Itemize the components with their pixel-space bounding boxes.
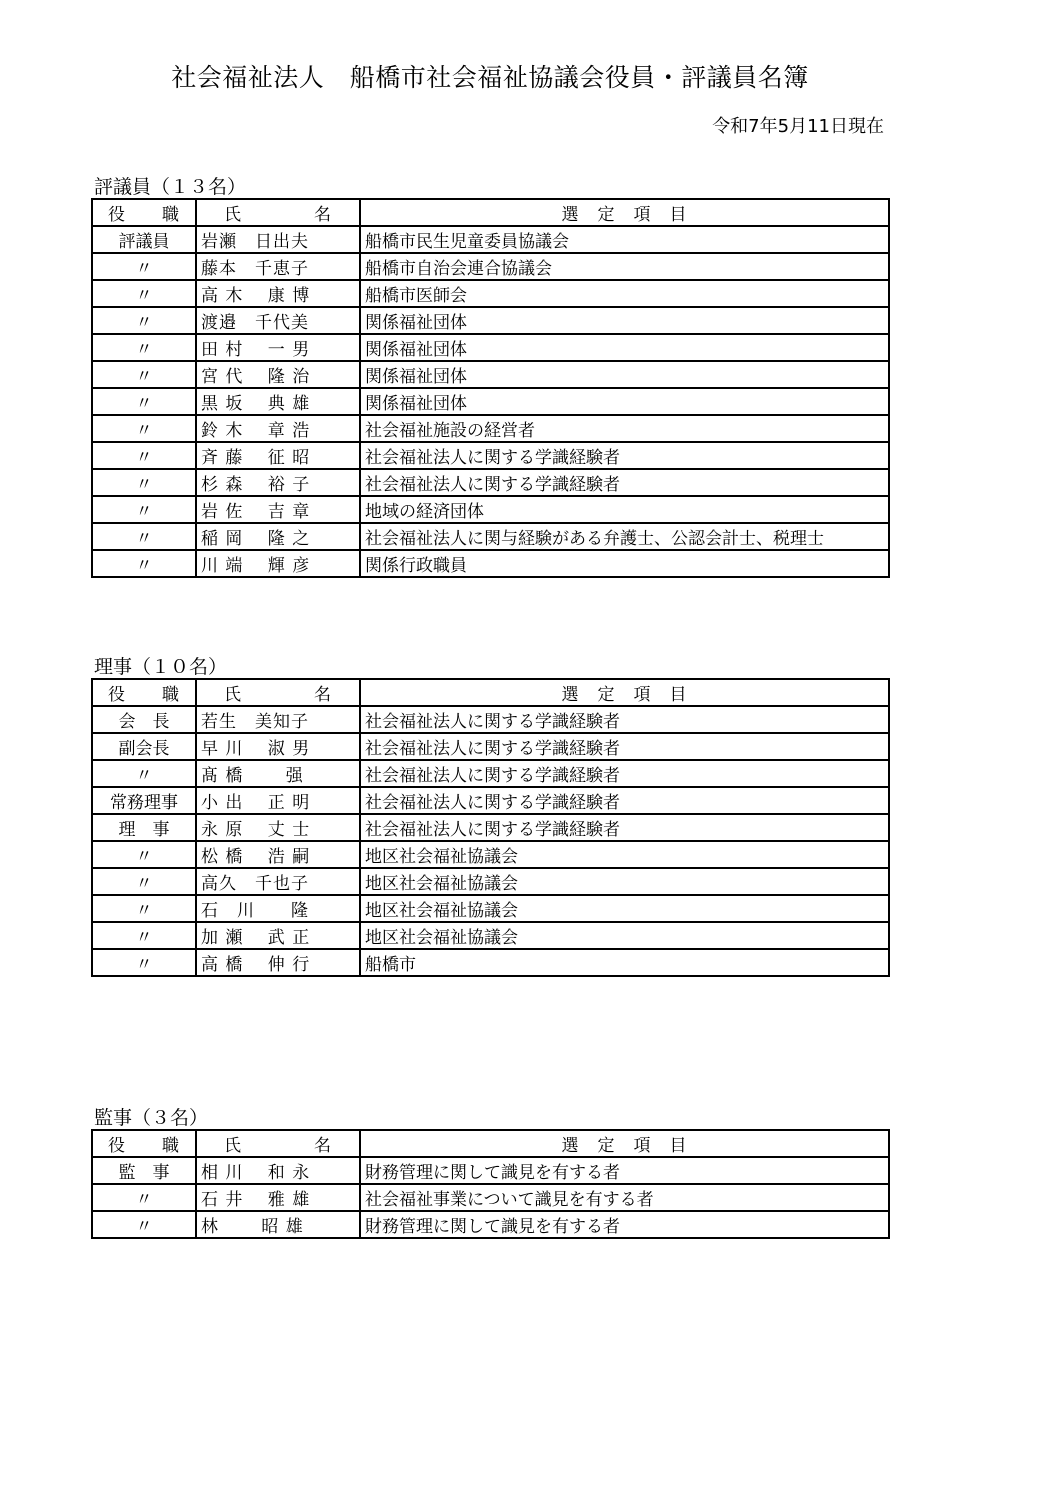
- selection-item-cell: 社会福祉法人に関する学識経験者: [360, 442, 889, 469]
- name-cell: 岩 佐 吉 章: [196, 496, 360, 523]
- header-item: 選 定 項 目: [360, 679, 889, 706]
- name-cell: 小 出 正 明: [196, 787, 360, 814]
- selection-item-cell: 社会福祉法人に関する学識経験者: [360, 814, 889, 841]
- table-row: [92, 334, 889, 361]
- role-cell: 〃: [92, 388, 196, 415]
- role-cell: 会 長: [92, 706, 196, 733]
- header-name: 氏 名: [196, 199, 360, 226]
- name-cell: 高 木 康 博: [196, 280, 360, 307]
- table-row: [92, 1157, 889, 1184]
- role-cell: 〃: [92, 868, 196, 895]
- selection-item-cell: 船橋市民生児童委員協議会: [360, 226, 889, 253]
- table-row: [92, 814, 889, 841]
- table-header-row: [92, 679, 889, 706]
- table-row: [92, 1211, 889, 1238]
- role-cell: 〃: [92, 442, 196, 469]
- name-cell: 鈴 木 章 浩: [196, 415, 360, 442]
- table-row: [92, 1184, 889, 1211]
- name-cell: 黒 坂 典 雄: [196, 388, 360, 415]
- role-cell: 監 事: [92, 1157, 196, 1184]
- role-cell: 理 事: [92, 814, 196, 841]
- name-cell: 相 川 和 永: [196, 1157, 360, 1184]
- table-row: [92, 760, 889, 787]
- selection-item-cell: 関係福祉団体: [360, 388, 889, 415]
- table-row: [92, 895, 889, 922]
- role-cell: 〃: [92, 1184, 196, 1211]
- table-row: [92, 415, 889, 442]
- table-row: [92, 496, 889, 523]
- selection-item-cell: 地区社会福祉協議会: [360, 868, 889, 895]
- selection-item-cell: 社会福祉法人に関する学識経験者: [360, 787, 889, 814]
- document-title: 社会福祉法人 船橋市社会福祉協議会役員・評議員名簿: [171, 63, 809, 92]
- name-cell: 松 橋 浩 嗣: [196, 841, 360, 868]
- directors-table: [91, 678, 890, 977]
- header-role: 役 職: [92, 1130, 196, 1157]
- header-item: 選 定 項 目: [360, 199, 889, 226]
- name-cell: 岩瀬 日出夫: [196, 226, 360, 253]
- name-cell: 石 川 隆: [196, 895, 360, 922]
- selection-item-cell: 社会福祉法人に関する学識経験者: [360, 706, 889, 733]
- selection-item-cell: 財務管理に関して識見を有する者: [360, 1211, 889, 1238]
- selection-item-cell: 関係福祉団体: [360, 361, 889, 388]
- role-cell: 〃: [92, 949, 196, 976]
- role-cell: 〃: [92, 841, 196, 868]
- table-row: [92, 280, 889, 307]
- header-name: 氏 名: [196, 679, 360, 706]
- name-cell: 高 橋 伸 行: [196, 949, 360, 976]
- selection-item-cell: 地区社会福祉協議会: [360, 895, 889, 922]
- role-cell: 評議員: [92, 226, 196, 253]
- table-row: [92, 787, 889, 814]
- table-header-row: [92, 199, 889, 226]
- selection-item-cell: 地区社会福祉協議会: [360, 922, 889, 949]
- selection-item-cell: 船橋市医師会: [360, 280, 889, 307]
- councilors-table: [91, 198, 890, 578]
- role-cell: 〃: [92, 1211, 196, 1238]
- name-cell: 宮 代 隆 治: [196, 361, 360, 388]
- name-cell: 若生 美知子: [196, 706, 360, 733]
- table-row: [92, 733, 889, 760]
- role-cell: 〃: [92, 307, 196, 334]
- name-cell: 林 昭 雄: [196, 1211, 360, 1238]
- selection-item-cell: 社会福祉法人に関する学識経験者: [360, 733, 889, 760]
- name-cell: 田 村 一 男: [196, 334, 360, 361]
- table-row: [92, 442, 889, 469]
- table-row: [92, 523, 889, 550]
- table-row: [92, 868, 889, 895]
- table-row: [92, 307, 889, 334]
- name-cell: 石 井 雅 雄: [196, 1184, 360, 1211]
- selection-item-cell: 関係福祉団体: [360, 307, 889, 334]
- role-cell: 〃: [92, 523, 196, 550]
- name-cell: 加 瀬 武 正: [196, 922, 360, 949]
- table-row: [92, 388, 889, 415]
- table-row: [92, 226, 889, 253]
- name-cell: 稲 岡 隆 之: [196, 523, 360, 550]
- table-row: [92, 841, 889, 868]
- selection-item-cell: 地区社会福祉協議会: [360, 841, 889, 868]
- table-row: [92, 550, 889, 577]
- header-name: 氏 名: [196, 1130, 360, 1157]
- header-item: 選 定 項 目: [360, 1130, 889, 1157]
- role-cell: 〃: [92, 895, 196, 922]
- role-cell: 〃: [92, 469, 196, 496]
- role-cell: 〃: [92, 253, 196, 280]
- name-cell: 杉 森 裕 子: [196, 469, 360, 496]
- table-row: [92, 253, 889, 280]
- table-row: [92, 469, 889, 496]
- section-title-auditors: 監事（３名）: [94, 1107, 209, 1129]
- section-title-councilors: 評議員（１３名）: [94, 176, 247, 198]
- name-cell: 髙 橋 强: [196, 760, 360, 787]
- name-cell: 斉 藤 征 昭: [196, 442, 360, 469]
- selection-item-cell: 船橋市: [360, 949, 889, 976]
- name-cell: 藤本 千恵子: [196, 253, 360, 280]
- role-cell: 〃: [92, 361, 196, 388]
- table-row: [92, 922, 889, 949]
- name-cell: 渡邉 千代美: [196, 307, 360, 334]
- table-row: [92, 706, 889, 733]
- selection-item-cell: 社会福祉法人に関する学識経験者: [360, 469, 889, 496]
- name-cell: 永 原 丈 士: [196, 814, 360, 841]
- table-row: [92, 949, 889, 976]
- selection-item-cell: 関係行政職員: [360, 550, 889, 577]
- selection-item-cell: 社会福祉施設の経営者: [360, 415, 889, 442]
- selection-item-cell: 地域の経済団体: [360, 496, 889, 523]
- section-title-directors: 理事（１０名）: [94, 656, 228, 678]
- auditors-table: [91, 1129, 890, 1239]
- name-cell: 川 端 輝 彦: [196, 550, 360, 577]
- role-cell: 常務理事: [92, 787, 196, 814]
- role-cell: 〃: [92, 415, 196, 442]
- selection-item-cell: 関係福祉団体: [360, 334, 889, 361]
- selection-item-cell: 財務管理に関して識見を有する者: [360, 1157, 889, 1184]
- selection-item-cell: 船橋市自治会連合協議会: [360, 253, 889, 280]
- role-cell: 〃: [92, 280, 196, 307]
- role-cell: 副会長: [92, 733, 196, 760]
- table-row: [92, 361, 889, 388]
- role-cell: 〃: [92, 334, 196, 361]
- header-role: 役 職: [92, 199, 196, 226]
- as-of-date: 令和7年5月11日現在: [712, 116, 884, 137]
- role-cell: 〃: [92, 922, 196, 949]
- selection-item-cell: 社会福祉法人に関する学識経験者: [360, 760, 889, 787]
- selection-item-cell: 社会福祉法人に関与経験がある弁護士、公認会計士、税理士: [360, 523, 889, 550]
- selection-item-cell: 社会福祉事業について識見を有する者: [360, 1184, 889, 1211]
- role-cell: 〃: [92, 760, 196, 787]
- role-cell: 〃: [92, 550, 196, 577]
- header-role: 役 職: [92, 679, 196, 706]
- table-header-row: [92, 1130, 889, 1157]
- role-cell: 〃: [92, 496, 196, 523]
- name-cell: 高久 千也子: [196, 868, 360, 895]
- name-cell: 早 川 淑 男: [196, 733, 360, 760]
